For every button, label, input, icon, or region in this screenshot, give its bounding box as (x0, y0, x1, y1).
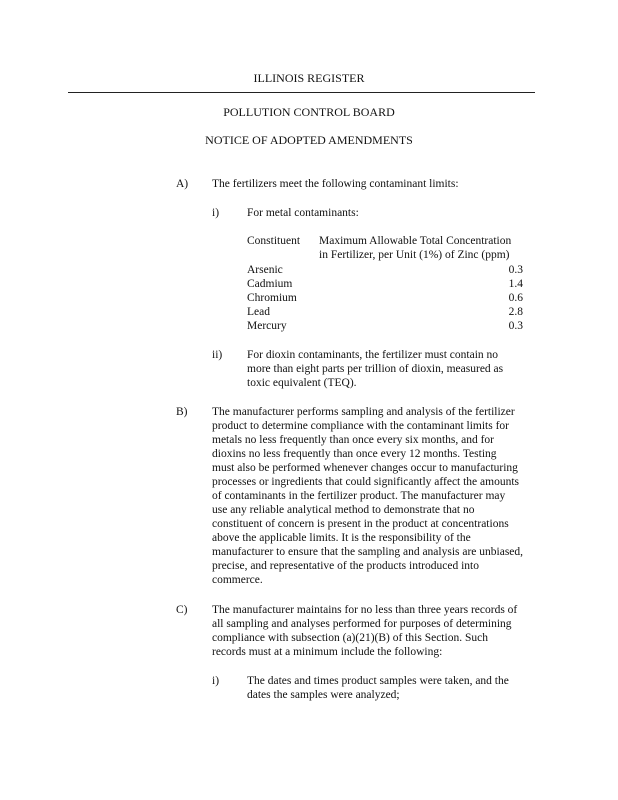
section-b-line: processes or ingredients that could significantly affect the amounts (212, 476, 520, 488)
table-cell-value: 0.3 (508, 320, 523, 332)
section-c-line: all sampling and analyses performed for purposes of determining (212, 618, 512, 630)
section-b-line: must also be performed whenever changes occur to manufacturing (212, 462, 518, 474)
table-cell-constituent: Chromium (247, 292, 297, 304)
section-c-i-line: dates the samples were analyzed; (247, 689, 400, 701)
section-a-text: The fertilizers meet the following contaminant limits: (212, 178, 459, 190)
notice-title: NOTICE OF ADOPTED AMENDMENTS (205, 133, 413, 147)
section-a-ii-line: more than eight parts per trillion of dioxin, measured as (247, 363, 504, 375)
section-b-line: of contaminants in the fertilizer product. The manufacturer may (212, 490, 506, 502)
section-c-line: The manufacturer maintains for no less than three years records of (212, 604, 518, 616)
table-header-constituent: Constituent (247, 235, 301, 247)
table-cell-value: 2.8 (508, 306, 523, 318)
section-c-i-line: The dates and times product samples were taken, and the (247, 675, 509, 687)
section-b-line: The manufacturer performs sampling and analysis of the fertilizer (212, 406, 515, 418)
section-a-i-label: i) (212, 207, 220, 219)
table-cell-constituent: Mercury (247, 320, 287, 332)
section-c-label: C) (176, 604, 188, 616)
table-row (247, 305, 527, 319)
section-c-line: compliance with subsection (a)(21)(B) of this Section. Such (212, 632, 488, 644)
board-name: POLLUTION CONTROL BOARD (223, 105, 395, 119)
table-cell-constituent: Arsenic (247, 264, 283, 276)
section-c-i-label: i) (212, 675, 220, 687)
section-b-line: product to determine compliance with the contaminant limits for (212, 420, 510, 432)
table-row (247, 277, 527, 291)
section-b-line: manufacturer to ensure that the sampling and analysis are unbiased, (212, 546, 524, 558)
section-b-line: dioxins no less frequently than once every 12 months. Testing (212, 448, 497, 460)
section-b-line: commerce. (212, 574, 263, 586)
section-b-line: constituent of concern is present in the product at concentrations (212, 518, 509, 530)
table-cell-constituent: Cadmium (247, 278, 293, 290)
table-header-line2: in Fertilizer, per Unit (1%) of Zinc (ppm) (319, 249, 510, 261)
section-a-ii-line: For dioxin contaminants, the fertilizer must contain no (247, 349, 499, 361)
table-row (247, 319, 527, 333)
section-b-line: above the applicable limits. It is the responsibility of the (212, 532, 471, 544)
section-b-label: B) (176, 406, 188, 418)
table-header-line1: Maximum Allowable Total Concentration (319, 235, 512, 247)
table-row (247, 291, 527, 305)
section-b-line: metals no less frequently than once every six months, and for (212, 434, 494, 446)
section-b-line: precise, and representative of the products introduced into (212, 560, 479, 572)
section-a-ii-label: ii) (212, 349, 223, 361)
table-cell-value: 0.3 (508, 264, 523, 276)
table-cell-value: 0.6 (508, 292, 523, 304)
table-cell-constituent: Lead (247, 306, 270, 318)
register-title: ILLINOIS REGISTER (253, 71, 365, 85)
section-b-line: use any reliable analytical method to demonstrate that no (212, 504, 475, 516)
table-row (247, 263, 527, 277)
section-c-line: records must at a minimum include the following: (212, 646, 443, 658)
table-cell-value: 1.4 (508, 278, 523, 290)
header-divider (68, 92, 535, 93)
section-a-label: A) (176, 178, 189, 190)
section-a-ii-line: toxic equivalent (TEQ). (247, 377, 357, 389)
section-a-i-text: For metal contaminants: (247, 207, 359, 219)
